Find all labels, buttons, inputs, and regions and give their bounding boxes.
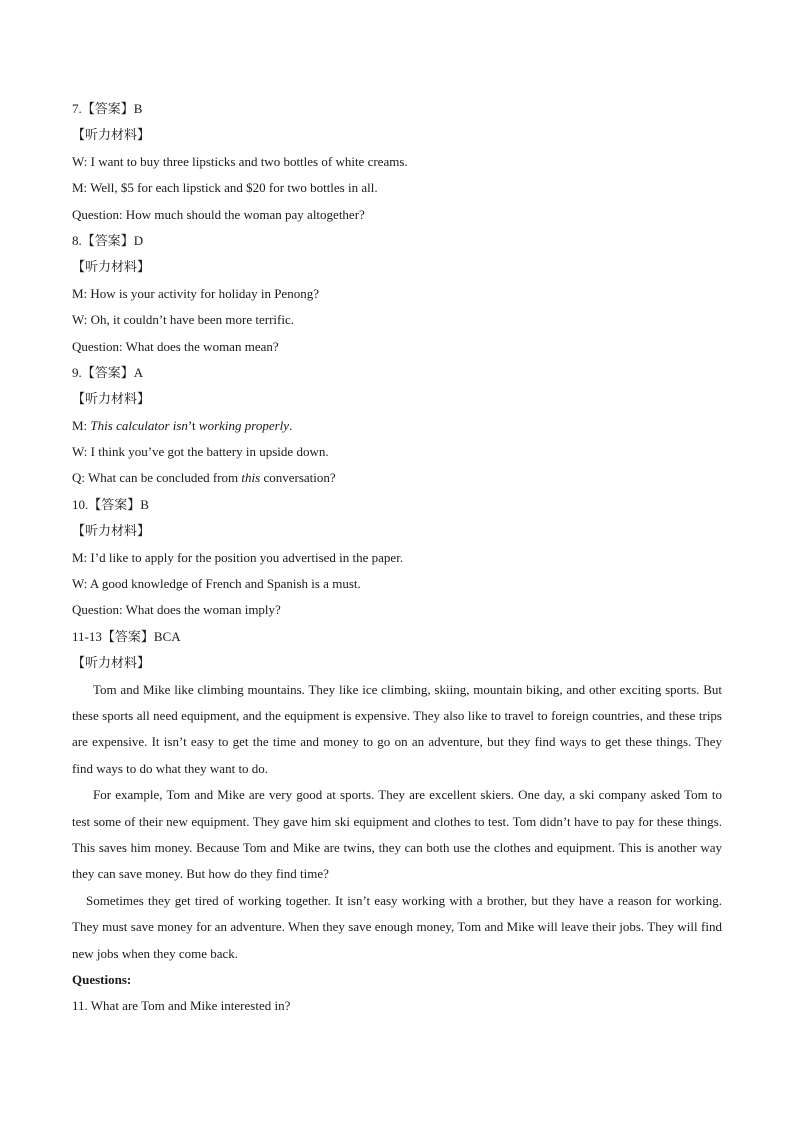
listening-material-label-10: 【听力材料】 bbox=[72, 523, 151, 539]
listening-material-label-8: 【听力材料】 bbox=[72, 259, 151, 275]
italic-text: working properly bbox=[198, 417, 290, 433]
answer-heading-8: 8.【答案】D bbox=[72, 232, 144, 248]
question-line-9 bbox=[72, 465, 722, 491]
question-line-11: 11. What are Tom and Mike interested in? bbox=[72, 998, 291, 1014]
answer-heading-9: 9.【答案】A bbox=[72, 364, 144, 380]
dialogue-line-8-1: M: How is your activity for holiday in Penong? bbox=[72, 285, 319, 301]
answer-heading-10: 10.【答案】B bbox=[72, 496, 149, 512]
dialogue-line-7-2: M: Well, $5 for each lipstick and $20 for two bottles in all. bbox=[72, 180, 378, 196]
dialogue-line-9-2: W: I think you’ve got the battery in upside down. bbox=[72, 444, 329, 460]
dialogue-line-8-2: W: Oh, it couldn’t have been more terrific. bbox=[72, 312, 295, 328]
italic-text: This calculator isn bbox=[90, 417, 188, 433]
plain-text: Q: What can be concluded from bbox=[72, 470, 242, 486]
plain-text: ’t bbox=[187, 417, 199, 433]
dialogue-line-10-1: M: I’d like to apply for the position you advertised in the paper. bbox=[72, 549, 404, 565]
questions-label: Questions: bbox=[72, 972, 132, 988]
speaker-prefix: M: bbox=[72, 417, 91, 433]
question-line-8: Question: What does the woman mean? bbox=[72, 338, 279, 354]
passage-paragraph-3: Sometimes they get tired of working together. It isn’t easy working with a brother, but they have a reason for working. They must save money for an adventure. When they save enough money, Tom and Mike will leave their jobs. They will find new jobs when they come back. bbox=[72, 892, 722, 961]
dialogue-line-10-2: W: A good knowledge of French and Spanish is a must. bbox=[72, 576, 361, 592]
italic-text: this bbox=[241, 470, 261, 486]
listening-material-label-9: 【听力材料】 bbox=[72, 391, 151, 407]
question-line-7: Question: How much should the woman pay altogether? bbox=[72, 206, 365, 222]
passage-paragraph-2: For example, Tom and Mike are very good at sports. They are excellent skiers. One day, a ski company asked Tom to test some of their new equipment. They gave him ski equipment and clothes to test. Tom didn’t have to pay for these things. This saves him money. Because Tom and Mike are twins, they can both use the clothes and equipment. This is another way they can save money. But how do they find time? bbox=[72, 787, 722, 882]
plain-text: conversation? bbox=[260, 470, 336, 486]
dialogue-line-7-1: W: I want to buy three lipsticks and two bottles of white creams. bbox=[72, 153, 408, 169]
passage-paragraph-1: Tom and Mike like climbing mountains. They like ice climbing, skiing, mountain biking, and other exciting sports. But these sports all need equipment, and the equipment is expensive. They also like to travel to foreign countries, and these trips are expensive. It isn’t easy to get the time and money to go on an adventure, but they find ways to get these things. They find ways to do what they want to do. bbox=[72, 681, 722, 776]
answer-heading-11-13: 11-13【答案】BCA bbox=[72, 628, 181, 644]
answer-heading-7: 7.【答案】B bbox=[72, 101, 143, 116]
page-content bbox=[72, 96, 722, 1020]
dialogue-line-9-1 bbox=[72, 413, 722, 439]
plain-text: . bbox=[289, 417, 293, 433]
listening-material-label-11-13: 【听力材料】 bbox=[72, 655, 151, 671]
listening-material-label-7: 【听力材料】 bbox=[72, 127, 151, 143]
question-line-10: Question: What does the woman imply? bbox=[72, 602, 281, 618]
